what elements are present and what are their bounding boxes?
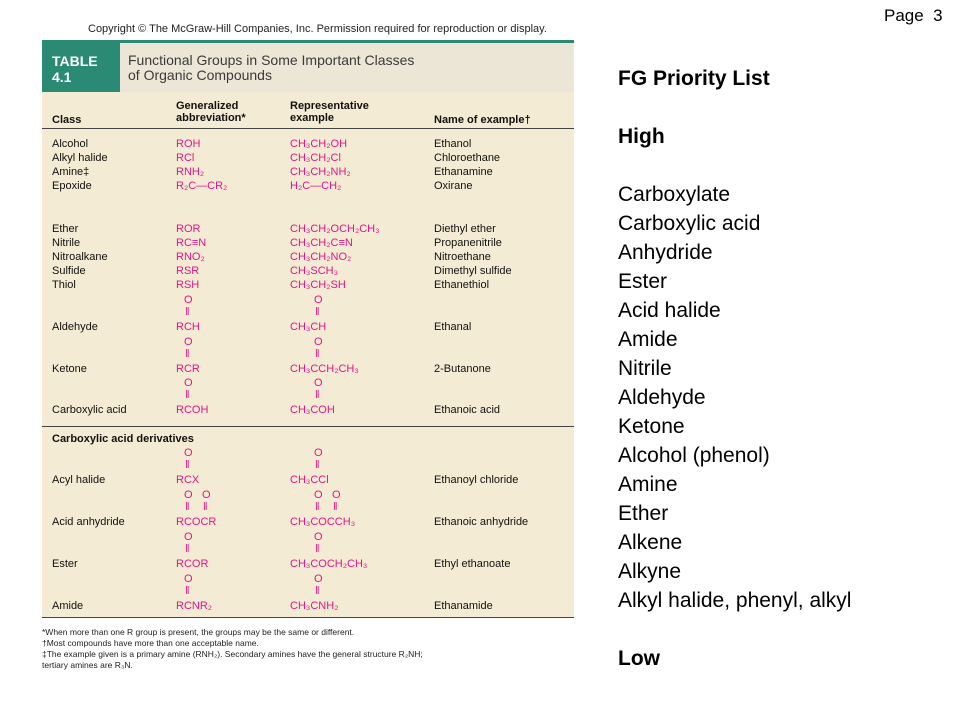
table-cell-name: Nitroethane <box>434 251 491 263</box>
page-label: Page <box>884 6 924 25</box>
table-cell-example: H₂C—CH₂ <box>290 180 342 192</box>
table-cell-example: CH₃CH₂OCH₂CH₃ <box>290 223 380 235</box>
table-cell-name: Ethanoyl chloride <box>434 474 519 486</box>
table-cell-name: Ethyl ethanoate <box>434 558 511 570</box>
derivatives-header: Carboxylic acid derivatives <box>52 433 194 445</box>
fg-list-item: Amide <box>618 328 678 351</box>
table-cell-example: CH₃COH <box>290 404 335 416</box>
double-bond-glyph: ‖ <box>185 389 190 401</box>
table-cell-name: Ethanal <box>434 321 472 333</box>
carbonyl-oxygen-label: O <box>202 489 211 501</box>
fg-list-item: Alcohol (phenol) <box>618 444 770 467</box>
carbonyl-oxygen-label: O <box>184 489 193 501</box>
fg-list-item: Amine <box>618 473 678 496</box>
carbonyl-oxygen-label: O <box>184 447 193 459</box>
copyright-notice: Copyright © The McGraw-Hill Companies, Inc. Permission required for reproduction or display. <box>88 23 547 35</box>
fg-list-item: Ether <box>618 502 669 525</box>
carbonyl-oxygen-label: O <box>332 489 341 501</box>
double-bond-glyph: ‖ <box>185 306 190 318</box>
table-cell-example: CH₃SCH₃ <box>290 265 339 277</box>
table-cell-abbr: RSH <box>176 279 200 291</box>
col-header-class: Class <box>52 114 82 126</box>
table-cell-class: Nitrile <box>52 237 81 249</box>
table-cell-name: Oxirane <box>434 180 473 192</box>
fg-list-item: Aldehyde <box>618 386 706 409</box>
double-bond-glyph: ‖ <box>333 501 338 513</box>
carbonyl-oxygen-label: O <box>314 294 323 306</box>
table-cell-abbr: RC≡N <box>176 237 207 249</box>
fg-list-item: Carboxylate <box>618 183 731 206</box>
table-cell-class: Nitroalkane <box>52 251 108 263</box>
table-cell-abbr: ROH <box>176 138 201 150</box>
table-cell-class: Alkyl halide <box>52 152 108 164</box>
page-value: 3 <box>933 6 943 25</box>
double-bond-glyph: ‖ <box>315 389 320 401</box>
fg-list-high: High <box>618 125 665 148</box>
header-rule <box>42 128 574 129</box>
spacer <box>618 93 851 122</box>
carbonyl-oxygen-label: O <box>184 294 193 306</box>
table-cell-example: CH₃CH₂SH <box>290 279 346 291</box>
table-cell-class: Sulfide <box>52 265 86 277</box>
col-header-abbreviation: Generalized abbreviation* <box>176 100 246 124</box>
table-cell-example: CH₃CCl <box>290 474 329 486</box>
table-cell-abbr: RCl <box>176 152 195 164</box>
carbonyl-oxygen-label: O <box>314 377 323 389</box>
table-cell-example: CH₃CH <box>290 321 327 333</box>
fg-list-item: Ketone <box>618 415 685 438</box>
footnote: †Most compounds have more than one acceptable name. <box>42 638 259 648</box>
table-cell-name: Chloroethane <box>434 152 501 164</box>
table-cell-class: Ketone <box>52 363 87 375</box>
table-cell-name: Ethanoic anhydride <box>434 516 529 528</box>
table-tag: TABLE 4.1 <box>42 43 120 92</box>
table-cell-example: CH₃COCCH₃ <box>290 516 356 528</box>
table-cell-example: CH₃CH₂NH₂ <box>290 166 351 178</box>
table-cell-abbr: RCR <box>176 363 200 375</box>
footnote: tertiary amines are R₃N. <box>42 660 133 670</box>
carbonyl-oxygen-label: O <box>184 377 193 389</box>
table-cell-class: Epoxide <box>52 180 92 192</box>
double-bond-glyph: ‖ <box>315 501 320 513</box>
double-bond-glyph: ‖ <box>185 501 190 513</box>
table-cell-name: Ethanamide <box>434 600 493 612</box>
table-cell-example: CH₃CH₂OH <box>290 138 348 150</box>
table-cell-name: Ethanamine <box>434 166 493 178</box>
fg-list-title: FG Priority List <box>618 67 770 90</box>
table-footnotes <box>42 627 423 671</box>
table-cell-class: Carboxylic acid <box>52 404 127 416</box>
table-cell-class: Amide <box>52 600 84 612</box>
table-title: Functional Groups in Some Important Classes of Organic Compounds <box>128 52 415 83</box>
table-cell-example: CH₃CH₂Cl <box>290 152 341 164</box>
bottom-rule <box>42 617 574 618</box>
table-cell-abbr: RNH₂ <box>176 166 205 178</box>
double-bond-glyph: ‖ <box>315 459 320 471</box>
double-bond-glyph: ‖ <box>185 543 190 555</box>
table-cell-name: 2-Butanone <box>434 363 491 375</box>
table-cell-example: CH₃CNH₂ <box>290 600 339 612</box>
fg-list-item: Ester <box>618 270 668 293</box>
double-bond-glyph: ‖ <box>315 585 320 597</box>
table-cell-abbr: RCOH <box>176 404 209 416</box>
table-cell-name: Propanenitrile <box>434 237 502 249</box>
col-header-example: Representative example <box>290 100 369 124</box>
double-bond-glyph: ‖ <box>315 348 320 360</box>
table-header-band <box>42 40 574 92</box>
double-bond-glyph: ‖ <box>315 543 320 555</box>
table-cell-name: Ethanethiol <box>434 279 490 291</box>
footnote: *When more than one R group is present, the groups may be the same or different. <box>42 627 355 637</box>
table-cell-name: Diethyl ether <box>434 223 496 235</box>
spacer <box>618 151 851 180</box>
carbonyl-oxygen-label: O <box>314 489 323 501</box>
table-cell-class: Ether <box>52 223 79 235</box>
page-number <box>884 6 943 26</box>
fg-list-item: Acid halide <box>618 299 721 322</box>
col-header-name: Name of example† <box>434 114 531 126</box>
table-cell-class: Amine‡ <box>52 166 90 178</box>
table-cell-abbr: RCNR₂ <box>176 600 213 612</box>
fg-list-item: Alkyne <box>618 560 682 583</box>
table-cell-abbr: RCOCR <box>176 516 217 528</box>
table-cell-name: Ethanol <box>434 138 472 150</box>
table-cell-abbr: RNO₂ <box>176 251 205 263</box>
table-cell-example: CH₃CH₂C≡N <box>290 237 353 249</box>
table-cell-class: Ester <box>52 558 78 570</box>
spacer <box>618 615 851 644</box>
table-cell-example: CH₃CCH₂CH₃ <box>290 363 359 375</box>
table-cell-abbr: RCOR <box>176 558 209 570</box>
carbonyl-oxygen-label: O <box>314 447 323 459</box>
table-cell-name: Dimethyl sulfide <box>434 265 512 277</box>
double-bond-glyph: ‖ <box>185 585 190 597</box>
table-cell-abbr: RCX <box>176 474 200 486</box>
table-cell-example: CH₃COCH₂CH₃ <box>290 558 368 570</box>
fg-list-item: Alkene <box>618 531 683 554</box>
table-cell-abbr: ROR <box>176 223 201 235</box>
table-cell-abbr: R₂C—CR₂ <box>176 180 228 192</box>
table-cell-class: Thiol <box>52 279 76 291</box>
table-cell-class: Acid anhydride <box>52 516 125 528</box>
carbonyl-oxygen-label: O <box>314 531 323 543</box>
carbonyl-oxygen-label: O <box>184 573 193 585</box>
table-cell-abbr: RSR <box>176 265 200 277</box>
derivatives-rule <box>42 426 574 427</box>
double-bond-glyph: ‖ <box>203 501 208 513</box>
carbonyl-oxygen-label: O <box>314 573 323 585</box>
double-bond-glyph: ‖ <box>185 459 190 471</box>
fg-list-low: Low <box>618 647 660 670</box>
functional-groups-table <box>42 40 574 618</box>
table-cell-class: Acyl halide <box>52 474 106 486</box>
footnote: ‡The example given is a primary amine (RNH₂). Secondary amines have the general structure R₂NH; <box>42 649 423 659</box>
table-cell-class: Alcohol <box>52 138 89 150</box>
table-cell-example: CH₃CH₂NO₂ <box>290 251 352 263</box>
double-bond-glyph: ‖ <box>315 306 320 318</box>
fg-list-item: Anhydride <box>618 241 713 264</box>
table-cell-name: Ethanoic acid <box>434 404 501 416</box>
fg-list-items <box>618 180 851 615</box>
fg-list-item: Alkyl halide, phenyl, alkyl <box>618 589 852 612</box>
table-cell-class: Aldehyde <box>52 321 98 333</box>
fg-list-item: Carboxylic acid <box>618 212 761 235</box>
carbonyl-oxygen-label: O <box>184 336 193 348</box>
carbonyl-oxygen-label: O <box>184 531 193 543</box>
table-cell-abbr: RCH <box>176 321 200 333</box>
fg-priority-list <box>618 64 851 673</box>
carbonyl-oxygen-label: O <box>314 336 323 348</box>
double-bond-glyph: ‖ <box>185 348 190 360</box>
fg-list-item: Nitrile <box>618 357 672 380</box>
